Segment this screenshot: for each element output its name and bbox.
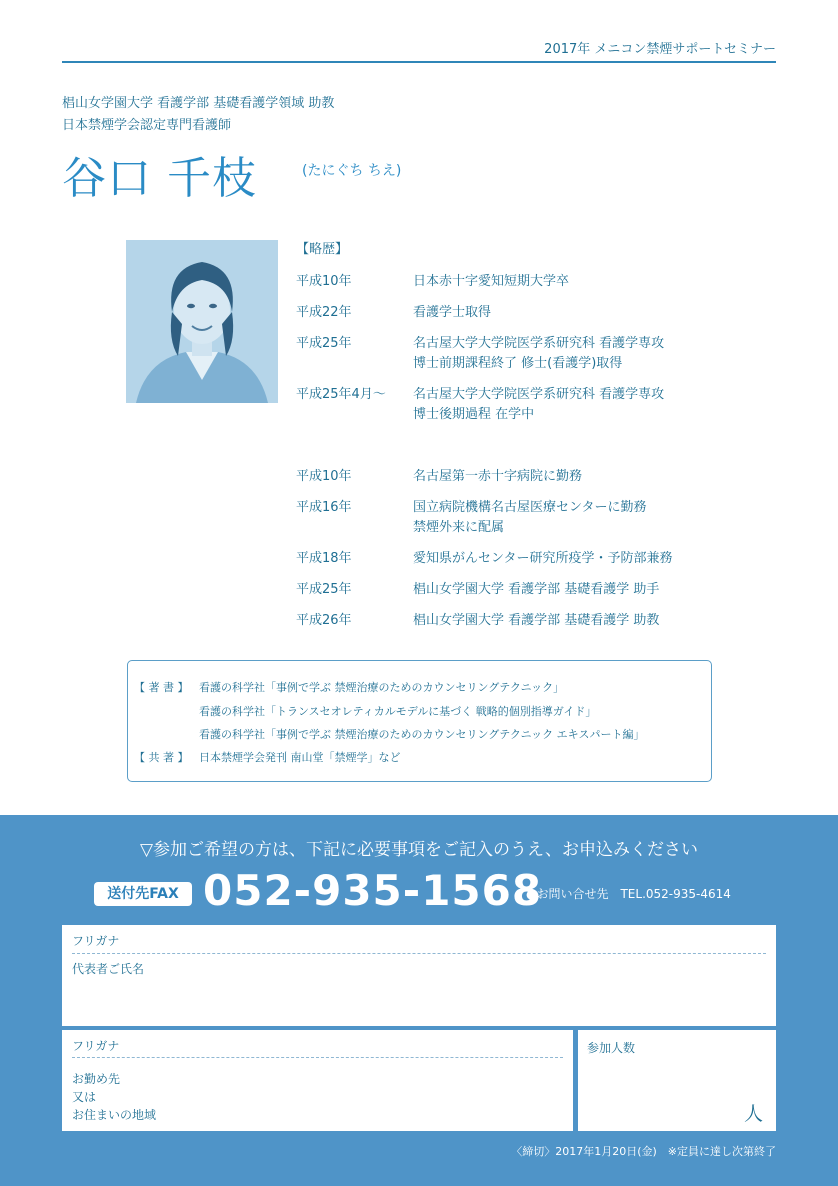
publication-item: 看護の科学社「トランスセオレティカルモデルに基づく 戦略的個別指導ガイド」 [199,705,597,718]
seminar-title: 2017年 メニコン禁煙サポートセミナー [544,42,776,57]
speaker-certification: 日本禁煙学会認定専門看護師 [62,118,232,133]
cv-year: 平成25年 [296,336,352,351]
cv-entry-text: 名古屋大学大学院医学系研究科 看護学専攻 [413,336,665,351]
cv-year: 平成16年 [296,500,352,515]
publication-item: 看護の科学社「事例で学ぶ 禁煙治療のためのカウンセリングテクニック」 [199,681,565,694]
cv-entry-text: 名古屋大学大学院医学系研究科 看護学専攻 [413,387,665,402]
cv-heading: 【略歴】 [296,242,349,257]
cv-year: 平成26年 [296,613,352,628]
publications-label-coauthored: 【 共 著 】 [134,751,189,764]
cv-year: 平成18年 [296,551,352,566]
deadline-note: 〈締切〉2017年1月20日(金) ※定員に達し次第終了 [511,1145,776,1158]
workplace-label: お勤め先 [72,1072,121,1086]
cv-entry-text: 博士前期課程終了 修士(看護学)取得 [413,356,623,371]
cv-year: 平成25年4月〜 [296,387,386,402]
cv-entry-text: 看護学士取得 [413,305,492,320]
cv-entry-text: 椙山女学園大学 看護学部 基礎看護学 助教 [413,613,660,628]
field-divider [72,1057,563,1058]
contact-phone: ●お問い合せ先 TEL.052-935-4614 [526,887,731,901]
fax-number: 052-935-1568 [203,866,543,915]
header-divider [62,61,776,63]
publications-label-authored: 【 著 書 】 [134,681,189,694]
cv-year: 平成10年 [296,469,352,484]
workplace-label: お住まいの地域 [72,1108,157,1122]
workplace-label: 又は [72,1090,97,1104]
speaker-name: 谷口 千枝 [62,153,257,204]
cv-entry-text: 名古屋第一赤十字病院に勤務 [413,469,583,484]
representative-name-field[interactable] [62,925,776,1026]
cv-entry-text: 国立病院機構名古屋医療センターに勤務 [413,500,647,515]
cv-entry-text: 椙山女学園大学 看護学部 基礎看護学 助手 [413,582,660,597]
participants-unit: 人 [744,1103,764,1125]
cv-year: 平成25年 [296,582,352,597]
cv-year: 平成22年 [296,305,352,320]
cv-entry-text: 博士後期過程 在学中 [413,407,535,422]
application-instruction: ▽参加ご希望の方は、下記に必要事項をご記入のうえ、お申込みください [139,840,699,860]
cv-year: 平成10年 [296,274,352,289]
coauthored-item: 日本禁煙学会発刊 南山堂「禁煙学」など [199,751,401,764]
furigana-label: フリガナ [72,1039,120,1053]
fax-label-badge: 送付先FAX [94,882,192,906]
publication-item: 看護の科学社「事例で学ぶ 禁煙治療のためのカウンセリングテクニック エキスパート編」 [199,728,645,741]
participants-label: 参加人数 [587,1041,636,1055]
speaker-name-reading: (たにぐち ちえ) [302,163,402,179]
speaker-photo [126,240,278,403]
cv-entry-text: 禁煙外来に配属 [413,520,505,535]
representative-name-label: 代表者ご氏名 [72,962,145,976]
field-divider [72,953,766,954]
cv-entry-text: 愛知県がんセンター研究所疫学・予防部兼務 [413,551,673,566]
cv-entry-text: 日本赤十字愛知短期大学卒 [413,274,570,289]
furigana-label: フリガナ [72,934,120,948]
speaker-affiliation: 椙山女学園大学 看護学部 基礎看護学領域 助教 [62,96,335,111]
